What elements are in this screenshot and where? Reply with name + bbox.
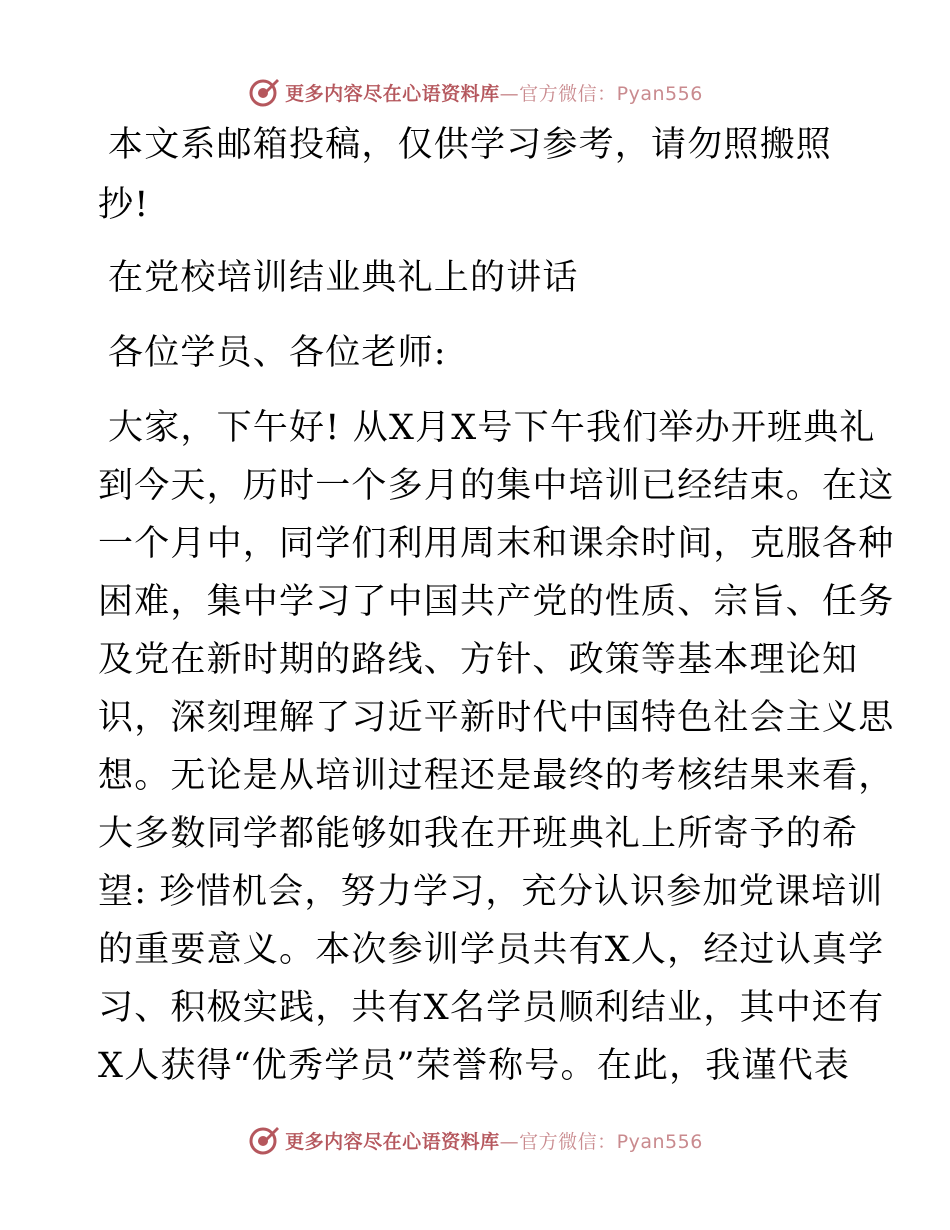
- notice-line-1: 本文系邮箱投稿，仅供学习参考，请勿照搬照: [108, 125, 833, 165]
- body-line: 大多数同学都能够如我在开班典礼上所寄予的希: [98, 814, 859, 854]
- body-line: 及党在新时期的路线、方针、政策等基本理论知: [98, 640, 859, 680]
- watermark-separator: —: [499, 82, 520, 105]
- body-line: 一个月中，同学们利用周末和课余时间，克服各种: [98, 524, 895, 564]
- notice-line-2: 抄!: [98, 185, 150, 225]
- body-line: 望: 珍惜机会，努力学习，充分认识参加党课培训: [98, 872, 884, 912]
- footer-watermark: [0, 1120, 950, 1160]
- greeting: 各位学员、各位老师:: [108, 333, 447, 373]
- body-line: 大家，下午好! 从X月X号下午我们举办开班典礼: [108, 408, 876, 448]
- pen-logo-icon: [247, 75, 281, 109]
- body-line: 的重要意义。本次参训学员共有X人，经过认真学: [98, 930, 885, 970]
- body-line: 想。无论是从培训过程还是最终的考核结果来看，: [98, 756, 895, 796]
- watermark-brand: 更多内容尽在心语资料库: [285, 82, 500, 105]
- watermark-separator: —: [499, 1130, 520, 1153]
- body-line: 识，深刻理解了习近平新时代中国特色社会主义思: [98, 698, 895, 738]
- watermark-brand: 更多内容尽在心语资料库: [285, 1130, 500, 1153]
- watermark-contact: 官方微信：Pyan556: [519, 1130, 703, 1153]
- body-line: X人获得“优秀学员”荣誉称号。在此，我谨代表: [98, 1046, 851, 1086]
- body-line: 困难，集中学习了中国共产党的性质、宗旨、任务: [98, 582, 895, 622]
- pen-logo-icon: [247, 1123, 281, 1157]
- body-line: 到今天，历时一个多月的集中培训已经结束。在这: [98, 466, 895, 506]
- document-title: 在党校培训结业典礼上的讲话: [108, 258, 579, 298]
- watermark-contact: 官方微信：Pyan556: [519, 82, 703, 105]
- body-line: 习、积极实践，共有X名学员顺利结业，其中还有: [98, 988, 885, 1028]
- header-watermark: [0, 72, 950, 112]
